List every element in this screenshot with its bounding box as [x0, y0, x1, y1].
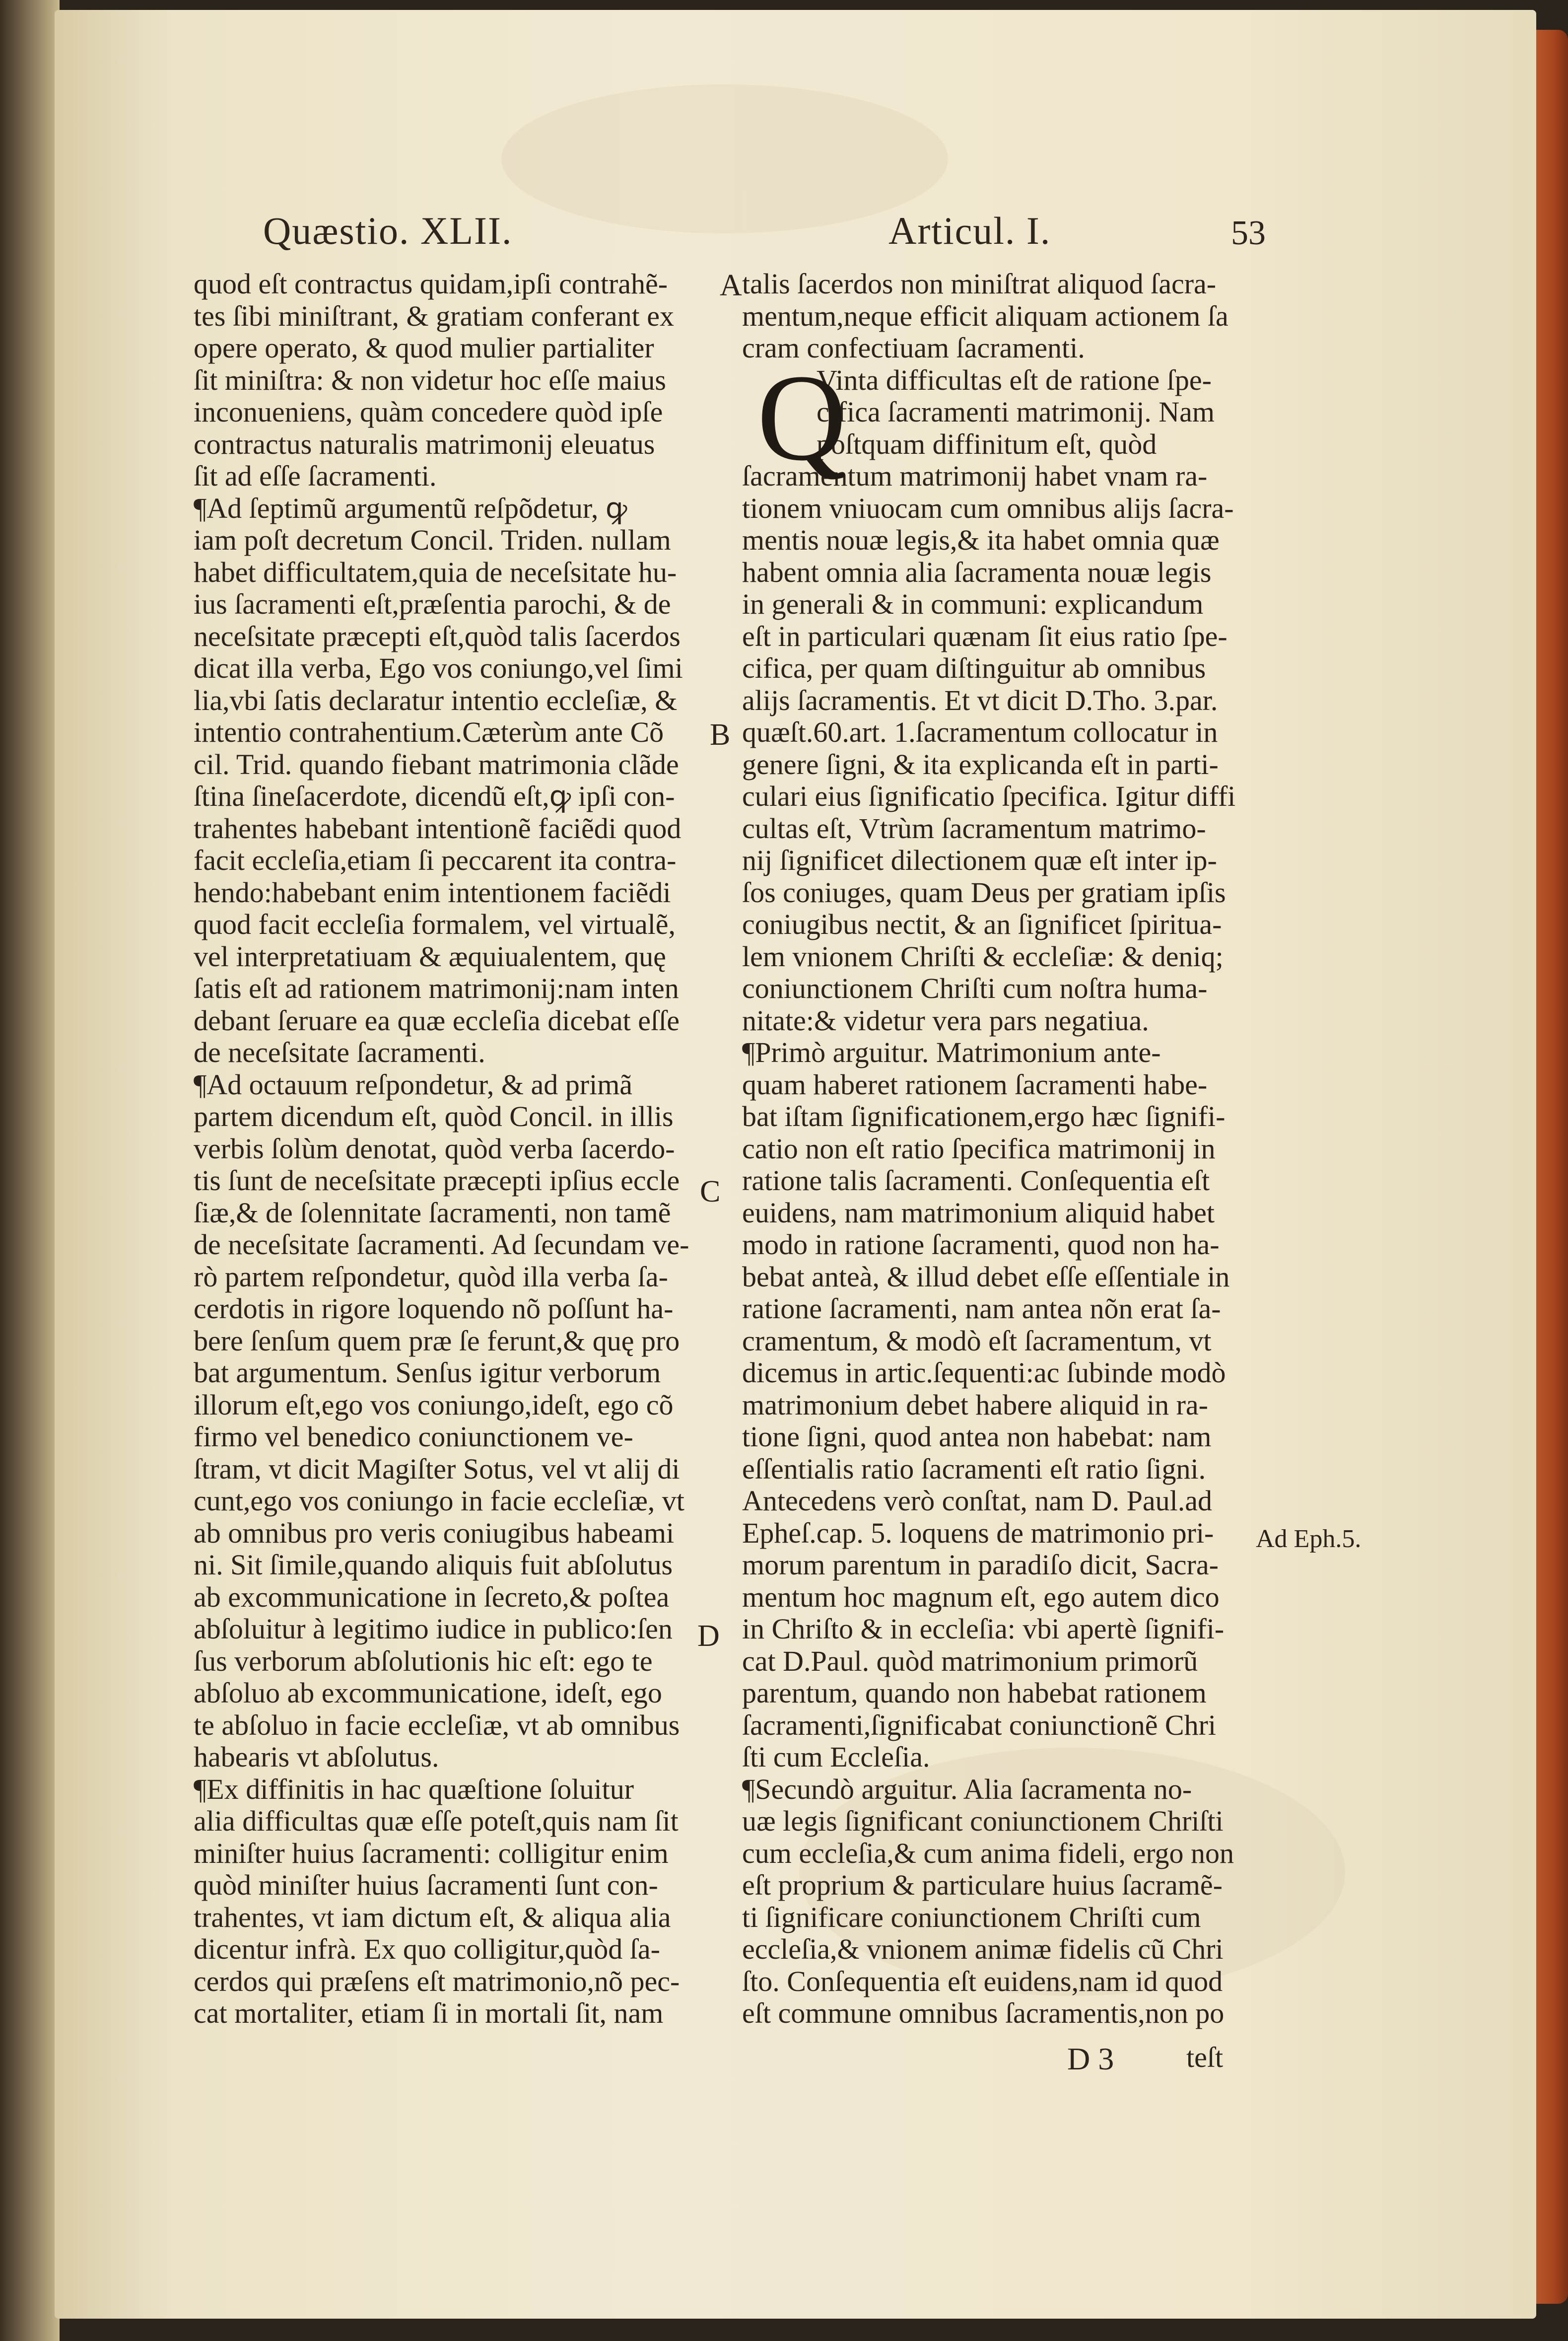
text-line: tione ſigni, quod antea non habebat: nam: [742, 1421, 1212, 1453]
text-line: ſatis eſt ad rationem matrimonij:nam inten: [194, 973, 679, 1004]
text-line: cifica, per quam diſtinguitur ab omnibus: [742, 652, 1206, 684]
text-line: in Chriſto & in eccleſia: vbi apertè ſignifi-: [742, 1613, 1225, 1645]
text-line: parentum, quando non habebat rationem: [742, 1677, 1207, 1709]
text-line: abſoluo ab excommunicatione, ideſt, ego: [194, 1677, 662, 1709]
text-line: euidens, nam matrimonium aliquid habet: [742, 1197, 1215, 1229]
text-line: alia difficultas quæ eſſe poteſt,quis nam ſit: [194, 1805, 679, 1837]
margin-letter-b: B: [710, 718, 731, 752]
text-line: de neceſsitate ſacramenti. Ad ſecundam ve-: [194, 1229, 689, 1261]
text-line: tionem vniuocam cum omnibus alijs ſacra-: [742, 492, 1234, 524]
folio-number: 53: [1231, 214, 1266, 252]
text-line: ni. Sit ſimile,quando aliquis fuit abſolutus: [194, 1549, 673, 1581]
text-line: tes ſibi miniſtrant, & gratiam conferant ex: [194, 300, 674, 332]
text-line: Vinta difficultas eſt de ratione ſpe-: [817, 364, 1212, 396]
text-line: cum eccleſia,& cum anima fideli, ergo non: [742, 1837, 1234, 1869]
text-line: matrimonium debet habere aliquid in ra-: [742, 1389, 1208, 1421]
text-line: mentis nouæ legis,& ita habet omnia quæ: [742, 524, 1220, 556]
text-line: quod facit eccleſia formalem, vel virtualẽ,: [194, 909, 676, 940]
text-line: cram confectiuam ſacramenti.: [742, 332, 1085, 364]
text-line: nij ſignificet dilectionem quæ eſt inter ip-: [742, 845, 1217, 876]
text-line: ius ſacramenti eſt,præſentia parochi, & de: [194, 588, 671, 620]
right-column: [742, 268, 1253, 2030]
text-line: ¶Primò arguitur. Matrimonium ante-: [742, 1037, 1161, 1068]
margin-note-ephesians: Ad Eph.5.: [1256, 1525, 1362, 1553]
text-line: vel interpretatiuam & æquiualentem, quę: [194, 940, 666, 973]
text-line: cerdotis in rigore loquendo nõ poſſunt ha-: [194, 1293, 674, 1325]
text-line: hendo:habebant enim intentionem faciẽdi: [194, 876, 671, 909]
text-line: talis ſacerdos non miniſtrat aliquod ſacra-: [742, 268, 1217, 300]
text-line: alijs ſacramentis. Et vt dicit D.Tho. 3.par.: [742, 684, 1218, 716]
text-line: cultas eſt, Vtrùm ſacramentum matrimo-: [742, 812, 1206, 845]
text-line: quod eſt contractus quidam,ipſi contrahẽ-: [194, 268, 668, 300]
text-line: cat mortaliter, etiam ſi in mortali ſit, nam: [194, 1997, 664, 2029]
text-line: habearis vt abſolutus.: [194, 1741, 439, 1773]
dropcap-letter: Q: [757, 349, 847, 487]
text-line: inconueniens, quàm concedere quòd ipſe: [194, 396, 663, 428]
margin-letter-c: C: [700, 1175, 721, 1208]
text-line: intentio contrahentium.Cæterùm ante Cõ: [194, 716, 664, 748]
running-head-left: Quæstio. XLII.: [263, 209, 513, 252]
text-line: ſacramenti,ſignificabat coniunctionẽ Chri: [742, 1709, 1217, 1741]
text-line: tis ſunt de neceſsitate præcepti ipſius eccle: [194, 1165, 680, 1197]
text-line: ti ſignificare coniunctionem Chriſti cum: [742, 1901, 1201, 1933]
text-line: rò partem reſpondetur, quòd illa verba ſa-: [194, 1261, 668, 1293]
text-line: ſacramentum matrimonij habet vnam ra-: [742, 460, 1208, 492]
text-line: poſtquam diffinitum eſt, quòd: [817, 428, 1157, 460]
text-line: ſit ad eſſe ſacramenti.: [194, 460, 437, 492]
text-line: ſiæ,& de ſolennitate ſacramenti, non tamẽ: [194, 1197, 671, 1229]
text-line: ſtina ſineſacerdote, dicendũ eſt,ꝙ ipſi con-: [194, 780, 675, 812]
text-line: trahentes, vt iam dictum eſt, & aliqua alia: [194, 1901, 671, 1933]
text-line: de neceſsitate ſacramenti.: [194, 1037, 485, 1068]
text-line: dicat illa verba, Ego vos coniungo,vel ſimi: [194, 652, 683, 684]
text-line: miniſter huius ſacramenti: colligitur enim: [194, 1837, 669, 1869]
text-line: eſſentialis ratio ſacramenti eſt ratio ſigni.: [742, 1453, 1206, 1485]
text-line: ab omnibus pro veris coniugibus habeami: [194, 1517, 675, 1549]
text-line: ¶Secundò arguitur. Alia ſacramenta no-: [742, 1773, 1192, 1805]
text-line: eſt commune omnibus ſacramentis,non po: [742, 1997, 1225, 2029]
text-line: quam haberet rationem ſacramenti habe-: [742, 1068, 1208, 1101]
text-line: cil. Trid. quando fiebant matrimonia clãde: [194, 748, 679, 780]
text-line: coniugibus nectit, & an ſignificet ſpiritua-: [742, 909, 1222, 940]
text-line: lem vnionem Chriſti & eccleſiæ: & deniq;: [742, 940, 1224, 973]
text-line: ¶Ad octauum reſpondetur, & ad primã: [194, 1068, 633, 1101]
text-line: neceſsitate præcepti eſt,quòd talis ſacerdos: [194, 620, 681, 652]
signature-mark: D 3: [1067, 2041, 1114, 2076]
text-line: coniunctionem Chriſti cum noſtra huma-: [742, 973, 1208, 1004]
text-line: contractus naturalis matrimonij eleuatus: [194, 428, 655, 460]
text-line: uæ legis ſignificant coniunctionem Chriſti: [742, 1805, 1224, 1837]
text-line: ſtram, vt dicit Magiſter Sotus, vel vt alij di: [194, 1453, 680, 1485]
text-line: iam poſt decretum Concil. Triden. nullam: [194, 524, 671, 556]
catchword: teſt: [1186, 2041, 1224, 2073]
text-line: illorum eſt,ego vos coniungo,ideſt, ego cõ: [194, 1389, 674, 1421]
text-line: te abſoluo in facie eccleſiæ, vt ab omnibus: [194, 1709, 680, 1741]
running-head-right: Articul. I.: [888, 209, 1051, 252]
text-line: eſt in particulari quænam ſit eius ratio ſpe-: [742, 620, 1227, 652]
margin-letter-a: A: [720, 269, 742, 302]
text-line: Epheſ.cap. 5. loquens de matrimonio pri-: [742, 1517, 1214, 1549]
text-line: eccleſia,& vnionem animæ fidelis cũ Chri: [742, 1933, 1224, 1965]
text-line: cifica ſacramenti matrimonij. Nam: [817, 396, 1215, 428]
text-line: Antecedens verò conſtat, nam D. Paul.ad: [742, 1485, 1213, 1517]
text-line: habent omnia alia ſacramenta nouæ legis: [742, 556, 1212, 588]
text-line: catio non eſt ratio ſpecifica matrimonij in: [742, 1133, 1216, 1165]
text-line: bat iſtam ſignificationem,ergo hæc ſignifi-: [742, 1101, 1226, 1133]
page-edge-red: [1533, 30, 1568, 2304]
book-gutter-shadow: [0, 0, 60, 2341]
text-line: quòd miniſter huius ſacramenti ſunt con-: [194, 1869, 658, 1901]
text-line: debant ſeruare ea quæ eccleſia dicebat eſſe: [194, 1004, 680, 1037]
text-line: quæſt.60.art. 1.ſacramentum collocatur in: [742, 716, 1218, 748]
text-line: habet difficultatem,quia de neceſsitate hu-: [194, 556, 677, 588]
text-line: opere operato, & quod mulier partialiter: [194, 332, 654, 364]
text-line: ratione ſacramenti, nam antea nõn erat ſa-: [742, 1293, 1221, 1325]
text-line: trahentes habebant intentionẽ faciẽdi quod: [194, 812, 682, 845]
text-line: ratione talis ſacramenti. Conſequentia eſt: [742, 1165, 1210, 1197]
text-line: partem dicendum eſt, quòd Concil. in illis: [194, 1101, 674, 1133]
text-line: firmo vel benedico coniunctionem ve-: [194, 1421, 633, 1453]
text-line: cunt,ego vos coniungo in facie eccleſiæ, vt: [194, 1485, 684, 1517]
text-line: ¶Ex diffinitis in hac quæſtione ſoluitur: [194, 1773, 634, 1805]
text-line: culari eius ſignificatio ſpecifica. Igitur diffi: [742, 780, 1236, 812]
paper-stain: [501, 84, 948, 233]
text-line: cramentum, & modò eſt ſacramentum, vt: [742, 1325, 1212, 1357]
text-line: morum parentum in paradiſo dicit, Sacra-: [742, 1549, 1219, 1581]
text-line: mentum hoc magnum eſt, ego autem dico: [742, 1581, 1220, 1613]
text-line: abſoluitur à legitimo iudice in publico:ſen: [194, 1613, 673, 1645]
text-line: lia,vbi ſatis declaratur intentio eccleſiæ, &: [194, 684, 678, 716]
text-line: bat argumentum. Senſus igitur verborum: [194, 1357, 661, 1389]
text-line: ab excommunicatione in ſecreto,& poſtea: [194, 1581, 670, 1613]
text-line: eſt proprium & particulare huius ſacramẽ-: [742, 1869, 1223, 1901]
text-line: dicentur infrà. Ex quo colligitur,quòd ſa-: [194, 1933, 660, 1965]
text-line: ſti cum Eccleſia.: [742, 1741, 930, 1773]
text-line: modo in ratione ſacramenti, quod non ha-: [742, 1229, 1220, 1261]
text-line: mentum,neque efficit aliquam actionem ſa: [742, 300, 1228, 332]
text-line: cerdos qui præſens eſt matrimonio,nõ pec-: [194, 1965, 680, 1997]
margin-letter-d: D: [697, 1619, 720, 1653]
text-line: facit eccleſia,etiam ſi peccarent ita contra-: [194, 845, 677, 876]
text-line: bebat anteà, & illud debet eſſe eſſentiale in: [742, 1261, 1230, 1293]
text-line: genere ſigni, & ita explicanda eſt in parti-: [742, 748, 1219, 780]
text-line: ſto. Conſequentia eſt euidens,nam id quod: [742, 1965, 1223, 1997]
text-line: nitate:& videtur vera pars negatiua.: [742, 1004, 1149, 1037]
text-line: verbis ſolùm denotat, quòd verba ſacerdo-: [194, 1133, 675, 1165]
text-line: ſus verborum abſolutionis hic eſt: ego te: [194, 1645, 653, 1677]
left-column: [194, 268, 700, 2030]
text-line: ¶Ad ſeptimũ argumentũ reſpõdetur, ꝙ: [194, 492, 627, 524]
text-line: cat D.Paul. quòd matrimonium primorũ: [742, 1645, 1198, 1677]
text-line: bere ſenſum quem præ ſe ferunt,& quę pro: [194, 1325, 680, 1357]
text-line: ſit miniſtra: & non videtur hoc eſſe maius: [194, 364, 666, 396]
text-line: ſos coniuges, quam Deus per gratiam ipſis: [742, 876, 1226, 909]
text-line: in generali & in communi: explicandum: [742, 588, 1204, 620]
text-line: dicemus in artic.ſequenti:ac ſubinde modò: [742, 1357, 1226, 1389]
